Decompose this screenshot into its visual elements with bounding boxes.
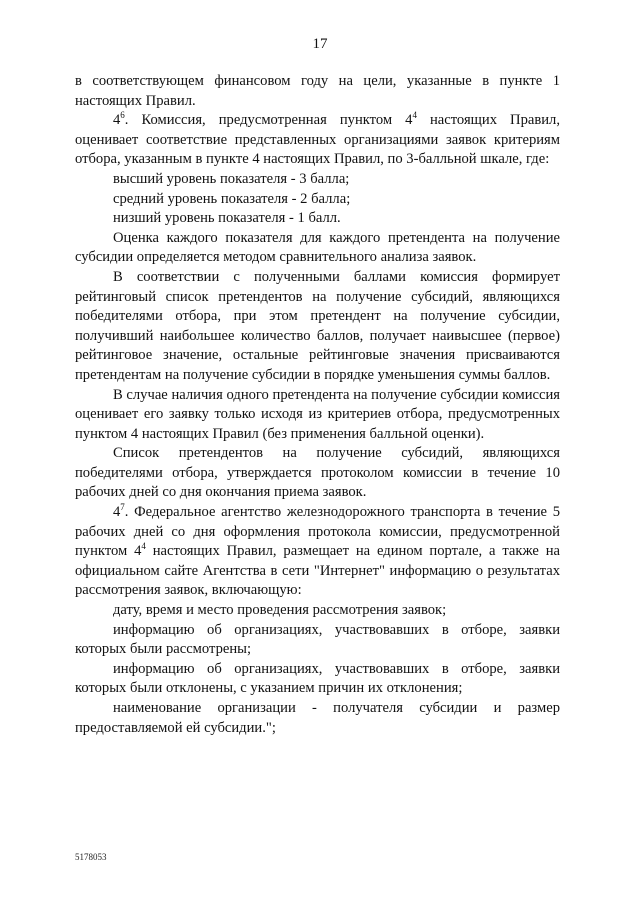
item-number: 4 [113, 504, 121, 521]
paragraph-text: . Федеральное агентство железнодорожного транспорта в течение 5 рабочих дней со дня оформления протокола комиссии, предусмотренной пунктом 4 [75, 504, 560, 560]
paragraph-single-applicant: В случае наличия одного претендента на получение субсидии комиссия оценивает его заявку только исходя из критериев отбора, предусмотренных пунктом 4 настоящих Правил (без применения балльной оценки). [75, 386, 560, 442]
paragraph-text: настоящих Правил, оценивает соответствие представленных организациями заявок критериям отбора, указанным в пункте 4 настоящих Правил, по 3-балльной шкале, где: [75, 112, 560, 168]
paragraph-text: настоящих Правил, размещает на едином портале, а также на официальном сайте Агентства в сети "Интернет" информацию о результатах рассмотрения заявок, включающую: [75, 543, 560, 599]
page-number: 17 [312, 36, 328, 52]
item-superscript: 6 [120, 110, 125, 121]
scale-item-medium: средний уровень показателя - 2 балла; [113, 190, 351, 207]
paragraph-evaluation: Оценка каждого показателя для каждого претендента на получение субсидии определяется методом сравнительного анализа заявок. [75, 229, 560, 266]
item-number: 4 [113, 112, 121, 129]
paragraph-continuation: в соответствующем финансовом году на цели, указанные в пункте 1 настоящих Правил. [75, 73, 560, 109]
list-item-rejected: информацию об организациях, участвовавших в отборе, заявки которых были отклонены, с указанием причин их отклонения; [75, 660, 560, 697]
list-item-considered: информацию об организациях, участвовавших в отборе, заявки которых были рассмотрены; [75, 621, 560, 658]
paragraph-text: . Комиссия, предусмотренная пунктом 4 [124, 112, 413, 129]
paragraph-item-4-7 [75, 503, 560, 601]
scale-item-low: низший уровень показателя - 1 балл. [113, 210, 341, 227]
paragraph-winners-list: Список претендентов на получение субсидий, являющихся победителями отбора, утверждается протоколом комиссии в течение 10 рабочих дней со дня окончания приема заявок. [75, 445, 560, 501]
scale-item-high: высший уровень показателя - 3 балла; [113, 170, 350, 187]
paragraph-rating: В соответствии с полученными баллами комиссия формирует рейтинговый список претендентов на получение субсидий, являющихся победителями отбора, при этом претендент на получение субсидии, получивший наибольшее количество баллов, получает наивысшее (первое) рейтинговое значение, остальные рейтинговые значения присваиваются претендентам на получение субсидии в порядке уменьшения суммы баллов. [75, 268, 560, 383]
reference-superscript: 4 [412, 110, 417, 121]
list-item-date: дату, время и место проведения рассмотрения заявок; [113, 602, 447, 619]
item-superscript: 7 [120, 502, 125, 513]
list-item-recipient: наименование организации - получателя субсидии и размер предоставляемой ей субсидии."; [75, 700, 560, 736]
document-code: 5178053 [75, 852, 107, 862]
paragraph-item-4-6 [75, 111, 560, 170]
reference-superscript: 4 [141, 541, 146, 552]
document-body [75, 72, 560, 738]
